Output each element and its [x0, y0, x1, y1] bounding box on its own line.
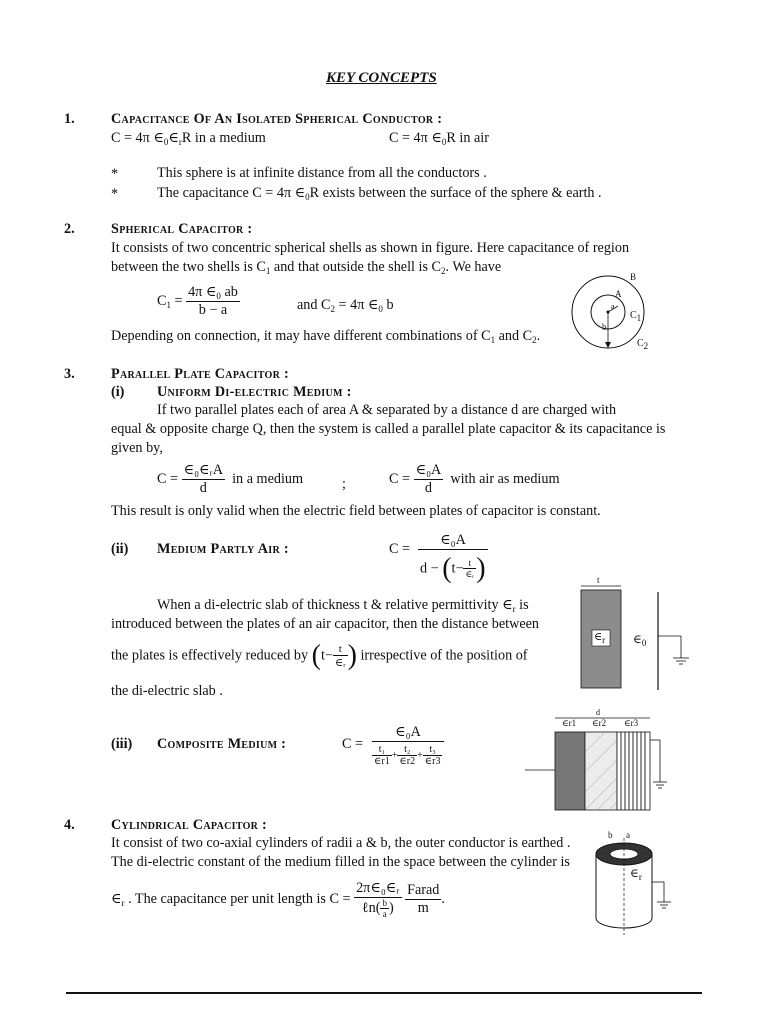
formula-partly-air-den: d − (t− $\frac{t}{\text{∈ᵣ}}$ )	[420, 553, 486, 584]
label-cyl-b: b	[608, 830, 613, 840]
s3-ii-para-3: the plates is effectively reduced by (t− $\frac{t}{\text{∈ᵣ}}$ ) irrespective of the position of	[111, 640, 528, 671]
sub-ii-number: (ii)	[111, 541, 129, 557]
sub-i-heading: Uniform Di-electric Medium :	[157, 384, 352, 400]
sub-iii-number: (iii)	[111, 736, 133, 752]
bullet-star: *	[111, 186, 119, 202]
sub-iii-heading: Composite Medium :	[157, 736, 287, 752]
s2-line-1: It consists of two concentric spherical shells as shown in figure. Here capacitance of region	[111, 240, 630, 256]
slab-3-lines	[621, 732, 645, 810]
formula-partly-air-num: ∈₀A	[418, 532, 488, 550]
s3-i-line-1: If two parallel plates each of area A & separated by a distance d are charged with	[157, 402, 617, 418]
label-t: t	[597, 575, 600, 585]
semicolon: ;	[342, 476, 346, 492]
section-1-number: 1.	[64, 111, 75, 127]
label-r3: ∈r3	[624, 718, 639, 728]
s3-ii-para-2: introduced between the plates of an air capacitor, then the distance between	[111, 616, 540, 632]
s3-ii-para-1: When a di-electric slab of thickness t & relative permittivity $\in_r$ is	[157, 597, 529, 614]
s2-line-2: between the two shells is $C_1$ and that outside the shell is $C_2$. We have	[111, 259, 502, 276]
s4-line-1: It consist of two co-axial cylinders of radii a & b, the outer conductor is earthed .	[111, 835, 571, 851]
validity-note: This result is only valid when the electric field between plates of capacitor is constant.	[111, 503, 601, 519]
cylindrical-capacitor-diagram	[588, 830, 683, 940]
label-cyl-a: a	[626, 830, 630, 840]
label-er: $\in_r$	[594, 631, 606, 645]
slab-1	[555, 732, 585, 810]
bullet-star: *	[111, 166, 119, 182]
sub-ii-heading: Medium Partly Air :	[157, 541, 289, 557]
s2-depending: Depending on connection, it may have different combinations of $C_1$ and $C_2$.	[111, 328, 541, 345]
s4-line-2: The di-electric constant of the medium filled in the space between the cylinder is	[111, 854, 570, 870]
label-C2: $C_2$	[637, 338, 649, 351]
s3-i-line-2: equal & opposite charge Q, then the system is called a parallel plate capacitor & its capacitance is	[111, 421, 666, 437]
formula-partly-air-lhs: C =	[389, 541, 411, 557]
formula-c2: and $C_2 = 4\pi$ $\in_0$ b	[297, 297, 394, 314]
label-e0: $\in_0$	[633, 632, 647, 648]
s3-i-line-3: given by,	[111, 440, 163, 456]
label-B: B	[630, 272, 637, 282]
label-b: b	[602, 322, 607, 332]
section-2-heading: Spherical Capacitor :	[111, 221, 253, 237]
formula-c1: $C_1$ = $\frac{4\pi \in_0 ab}{b - a}$	[157, 284, 238, 318]
footer-rule	[66, 992, 702, 994]
label-a: a	[611, 302, 615, 311]
formula-composite-num: ∈₀A	[372, 724, 444, 742]
bullet-text-1: This sphere is at infinite distance from all the conductors .	[157, 165, 487, 181]
formula-composite-lhs: C =	[342, 736, 364, 752]
section-1-heading: Capacitance Of An Isolated Spherical Conductor :	[111, 111, 443, 127]
page-title: KEY CONCEPTS	[326, 70, 437, 86]
arrow-head	[605, 342, 611, 348]
formula-medium: C = 4π $\in_0\in_rR$ in a medium	[111, 130, 266, 147]
sub-i-number: (i)	[111, 384, 125, 400]
section-3-heading: Parallel Plate Capacitor :	[111, 366, 289, 382]
formula-medium-pp: C = $\frac{\text{∈₀∈ᵣA}}{d}$ in a medium	[157, 462, 304, 496]
section-2-number: 2.	[64, 221, 75, 237]
formula-air: C = 4π $\in_0R$ in air	[389, 130, 489, 147]
formula-composite-den: $\frac{\text{t₁}}{\in r1}$ + $\frac{\text{t₂}}{\in r2}$ + $\frac{\text{t₃}}{\in r3}$	[374, 744, 441, 767]
label-cyl-er: $\in_r$	[630, 866, 642, 882]
bullet-text-2: The capacitance C = 4π $\in_0R$ exists between the surface of the sphere & earth .	[157, 185, 602, 202]
s4-line-3: $\in_r$ . The capacitance per unit length is C = 2π∈₀∈ᵣ ℓn( $\frac{b}{a}$ ) $\frac{\text{Farad}}{m}$ .	[111, 880, 445, 919]
section-4-number: 4.	[64, 817, 75, 833]
label-d: d	[596, 708, 600, 717]
label-A: A	[615, 289, 622, 299]
section-3-number: 3.	[64, 366, 75, 382]
label-r2: ∈r2	[592, 718, 607, 728]
slab-2	[585, 732, 617, 810]
formula-air-pp: C = $\frac{\text{∈₀A}}{d}$ with air as medium	[389, 462, 560, 496]
label-r1: ∈r1	[562, 718, 577, 728]
section-4-heading: Cylindrical Capacitor :	[111, 817, 268, 833]
label-C1: $C_1$	[630, 310, 642, 323]
s3-ii-para-4: the di-electric slab .	[111, 683, 223, 699]
